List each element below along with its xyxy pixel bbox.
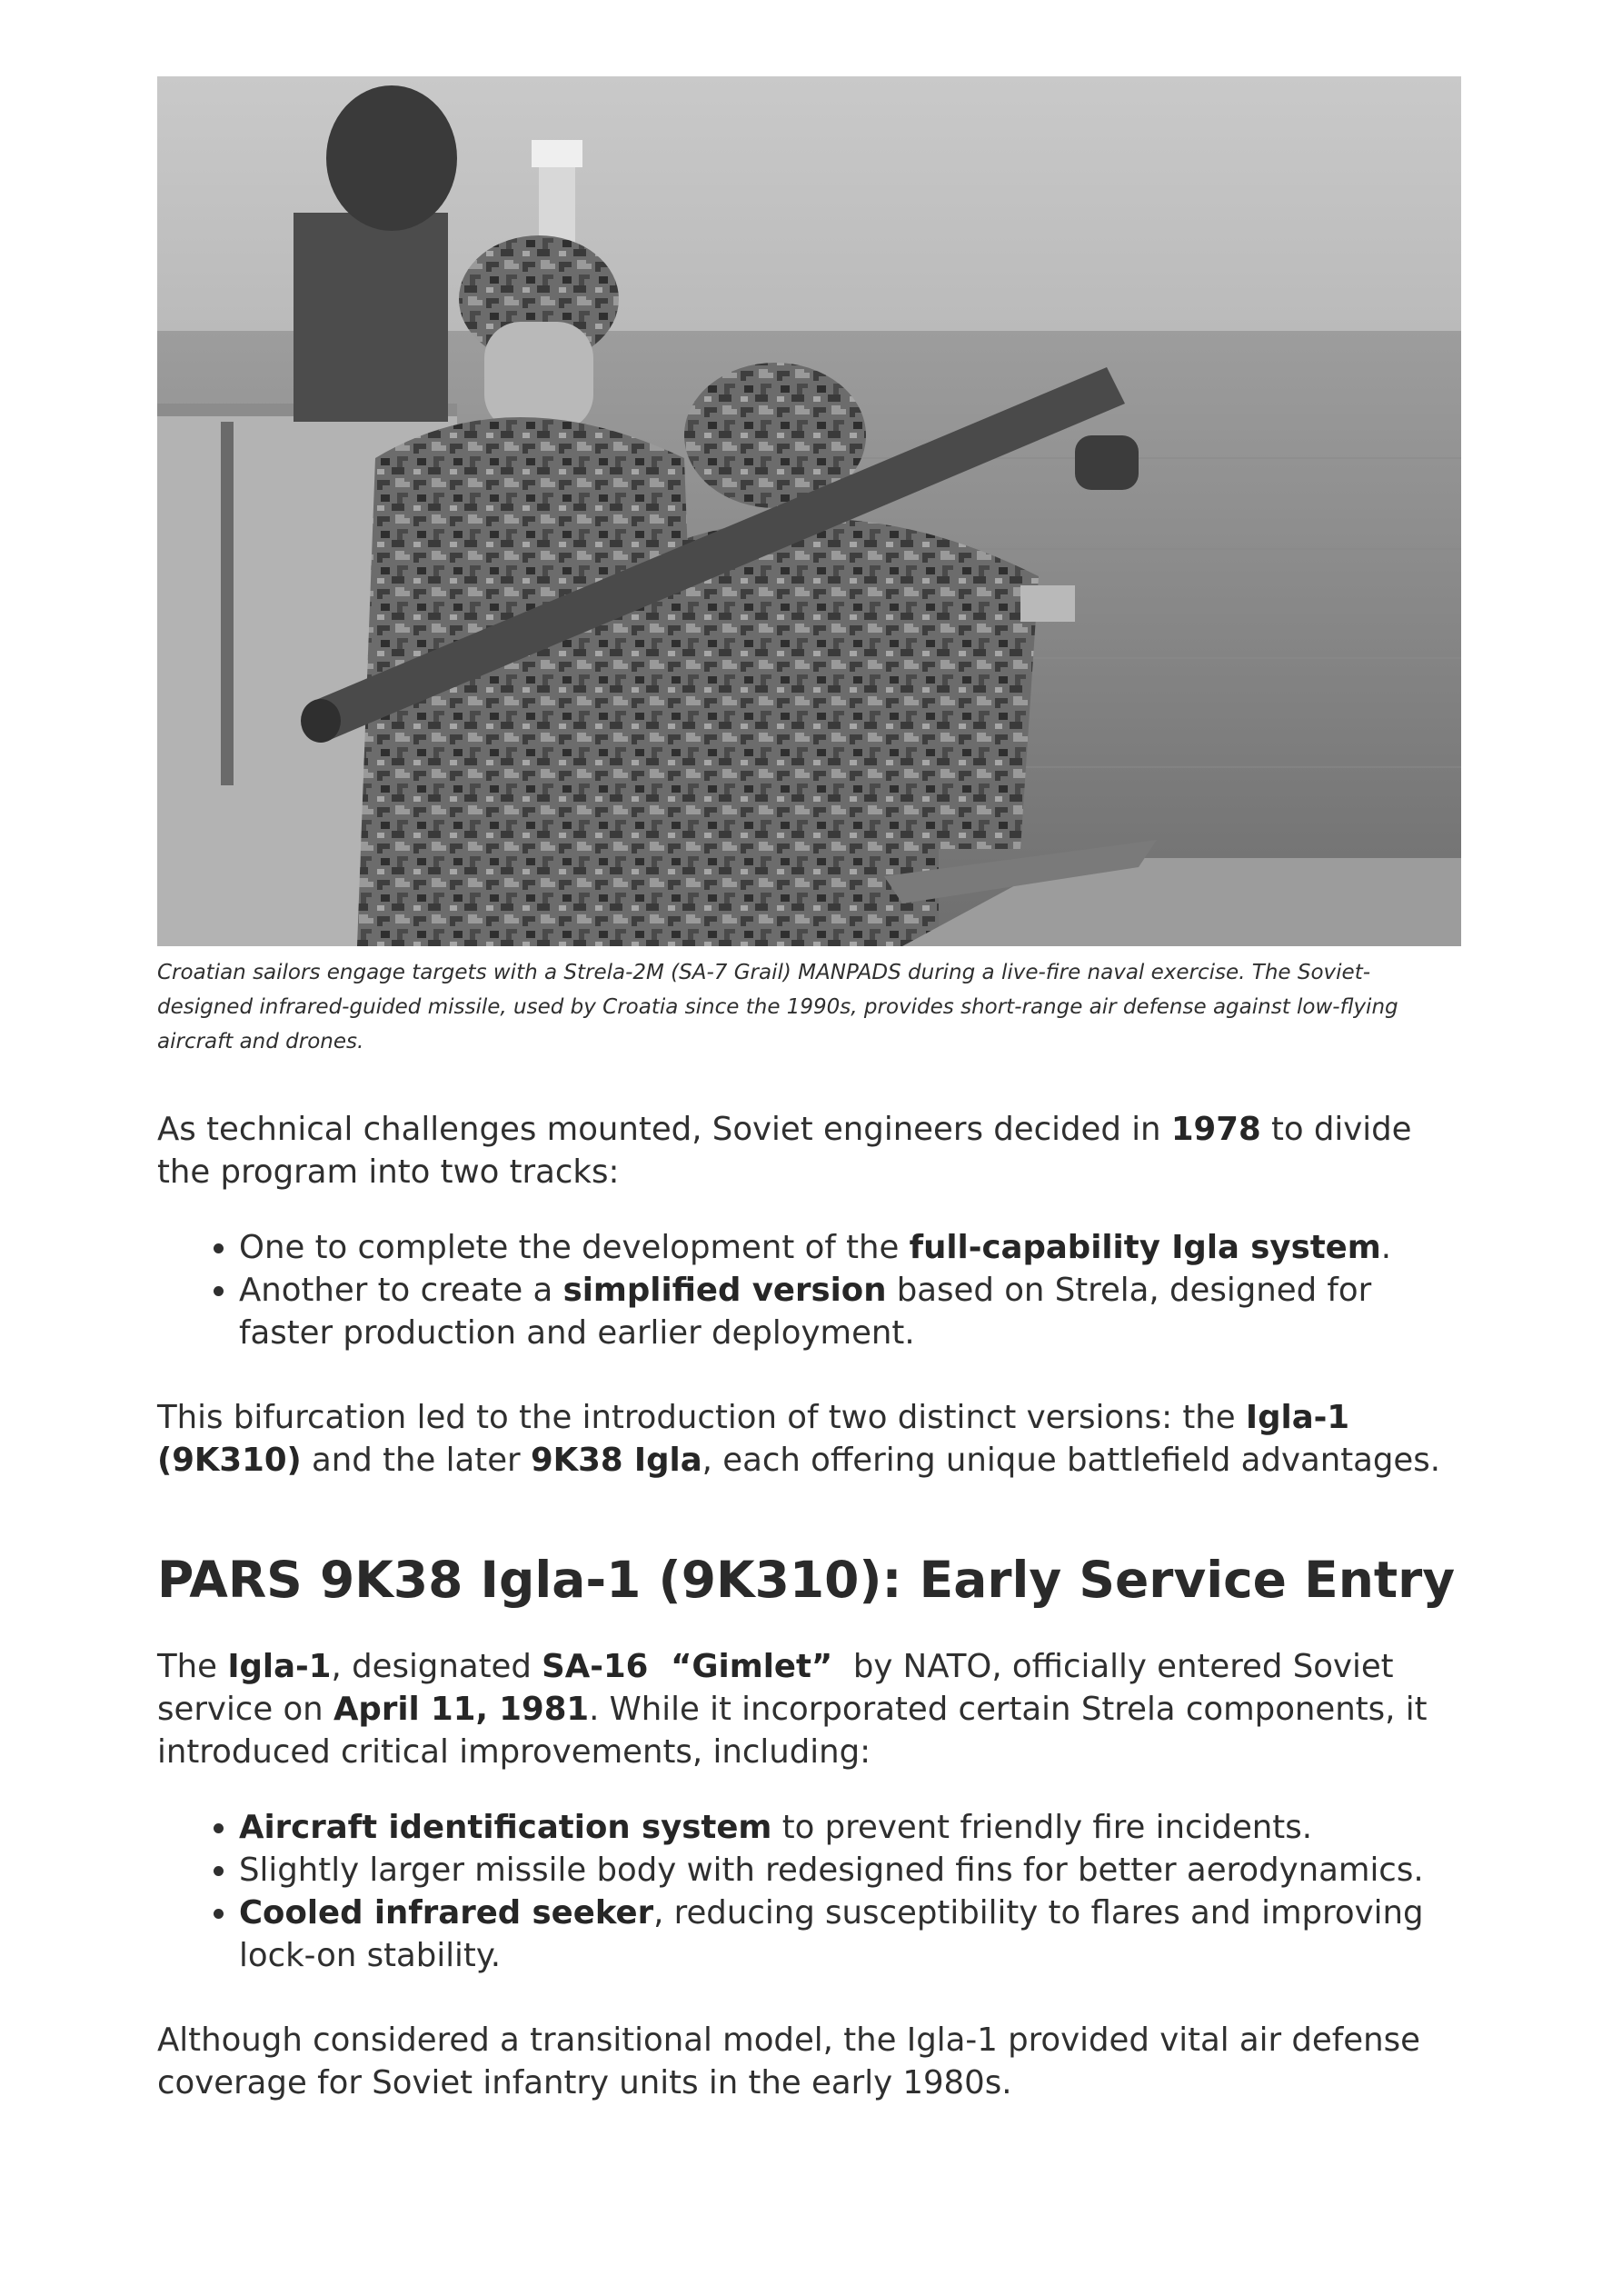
list-item-text: Slightly larger missile body with redesigned fins for better aerodynamics. [239, 1852, 1424, 1889]
closing-paragraph: Although considered a transitional model, the Igla-1 provided vital air defense coverage for Soviet infantry units in the early 1980s. [157, 2021, 1420, 2101]
intro-text-end: to divide the program into two tracks: [157, 1111, 1412, 1191]
paragraph-bold: Igla-1 (9K310) [157, 1399, 1350, 1479]
tracks-list [157, 1226, 1462, 1354]
list-item [239, 1226, 1462, 1269]
list-item-bold: Aircraft identification system [239, 1809, 772, 1846]
paragraph-bold: April 11, 1981 [333, 1691, 590, 1728]
intro-paragraph [157, 1108, 1462, 1193]
improvements-list [157, 1806, 1462, 1977]
list-item-text: , reducing susceptibility to flares and improving lock-on stability. [239, 1894, 1424, 1974]
list-item-bold: full-capability Igla system [909, 1229, 1381, 1266]
paragraph-text: , each offering unique battlefield advantages. [702, 1442, 1441, 1479]
igla1-paragraph [157, 1645, 1462, 1773]
paragraph-text: by NATO, officially entered Soviet service on [157, 1648, 1394, 1728]
list-item [239, 1849, 1462, 1892]
paragraph-text: and the later [301, 1442, 531, 1479]
intro-text: As technical challenges mounted, Soviet engineers decided in [157, 1111, 1171, 1148]
list-item [239, 1806, 1462, 1849]
article-photo [157, 76, 1461, 946]
list-item-text: Another to create a [239, 1272, 563, 1309]
intro-year: 1978 [1170, 1111, 1261, 1148]
paragraph-text: This bifurcation led to the introduction of two distinct versions: the [157, 1399, 1246, 1436]
list-item-text: . [1380, 1229, 1392, 1266]
list-item-text: to prevent friendly fire incidents. [771, 1809, 1312, 1846]
section-heading: PARS 9K38 Igla-1 (9K310): Early Service Entry [157, 1551, 1456, 1609]
list-item [239, 1892, 1462, 1977]
paragraph-bold: Igla-1 [227, 1648, 332, 1685]
paragraph-bold: 9K38 Igla [530, 1442, 702, 1479]
article-column [157, 76, 1462, 2104]
list-item-bold: simplified version [562, 1272, 887, 1309]
list-item-text: based on Strela, designed for faster production and earlier deployment. [239, 1272, 1372, 1352]
photo-caption: Croatian sailors engage targets with a Strela-2M (SA-7 Grail) MANPADS during a live-fire naval exercise. The Soviet-designed infrared-guided missile, used by Croatia since the 1990s, provides short-range air defense against low-flying aircraft and drones. [157, 961, 1398, 1053]
list-item-bold: Cooled infrared seeker [239, 1894, 654, 1932]
paragraph-bold: SA-16 “Gimlet” [542, 1648, 833, 1685]
paragraph-text: , designated [331, 1648, 542, 1685]
list-item [239, 1269, 1462, 1354]
list-item-text: One to complete the development of the [239, 1229, 910, 1266]
bifurcation-paragraph [157, 1396, 1462, 1482]
paragraph-text: The [157, 1648, 228, 1685]
paragraph-text: . While it incorporated certain Strela components, it introduced critical improvements, including: [157, 1691, 1428, 1771]
